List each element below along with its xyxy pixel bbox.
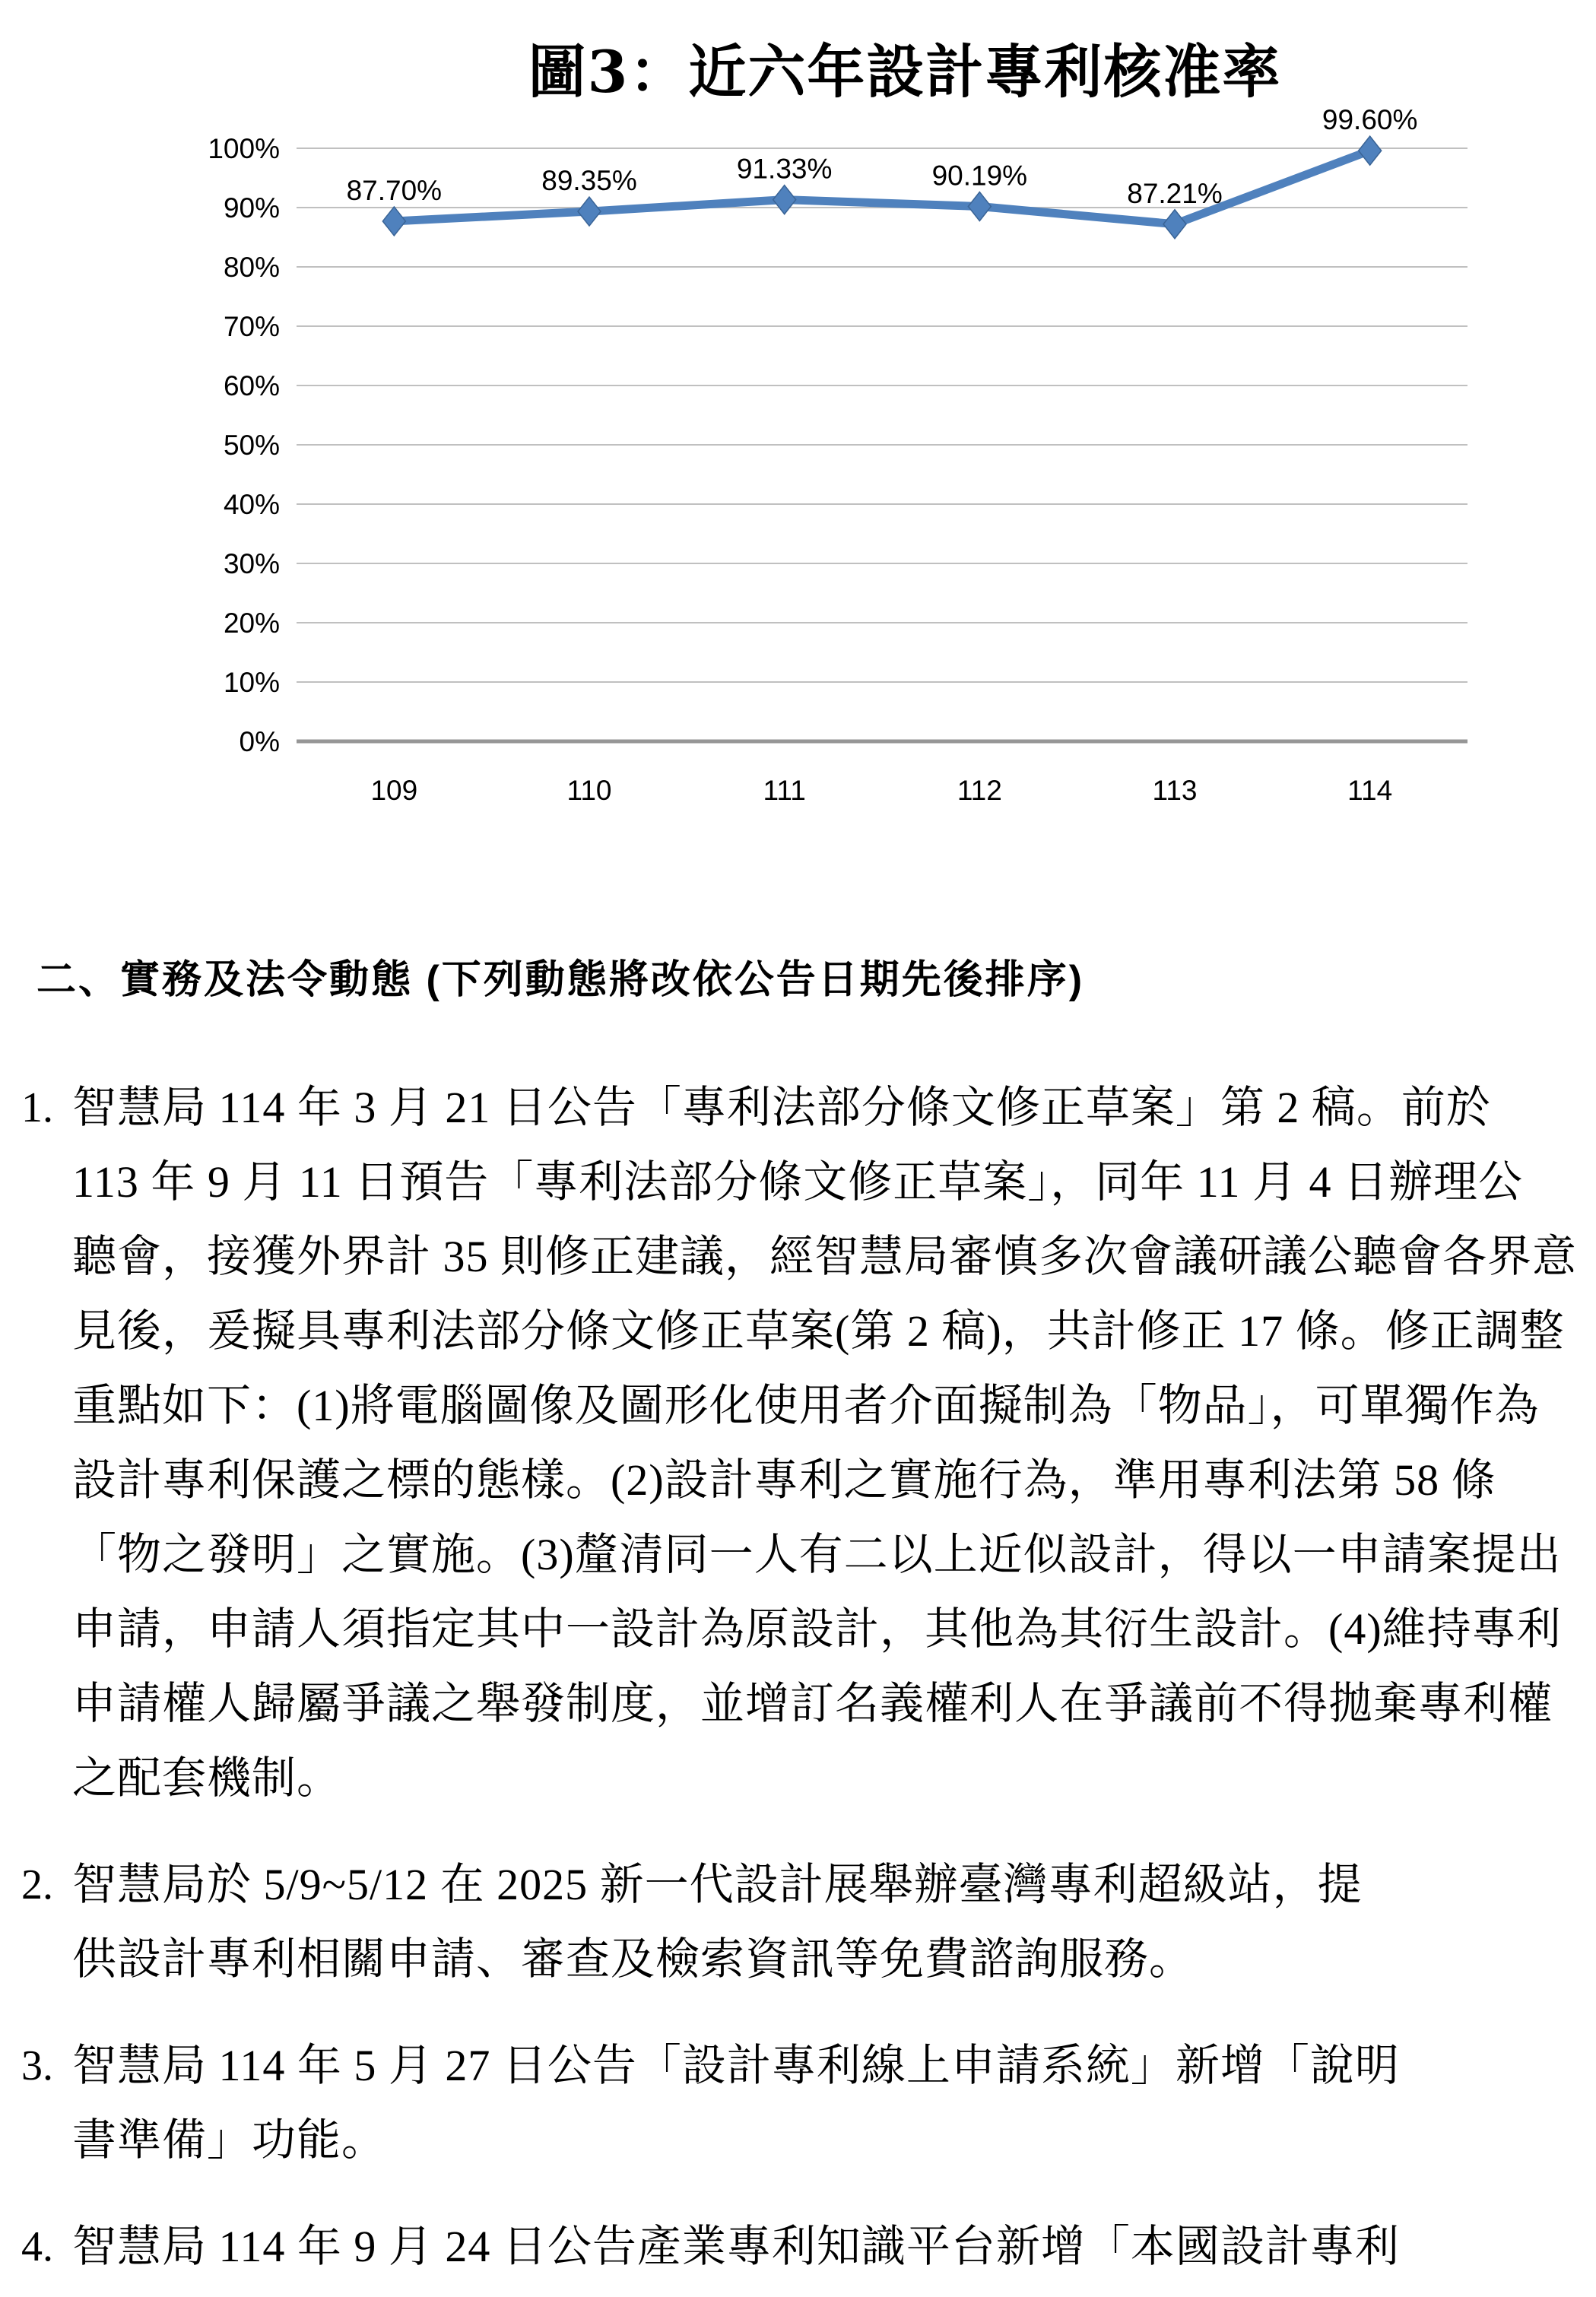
text-line: 設計專利保護之標的態樣。(2)設計專利之實施行為，準用專利法第 58 條 <box>72 1455 1496 1505</box>
y-axis-tick-label: 10% <box>223 667 280 698</box>
data-point-marker <box>968 192 991 221</box>
data-point-marker <box>1163 210 1186 239</box>
chart-title: 圖3：近六年設計專利核准率 <box>528 38 1282 106</box>
y-axis-tick-label: 0% <box>239 726 280 757</box>
text-line: 之配套機制。 <box>72 1753 342 1803</box>
x-axis-tick-label: 111 <box>763 775 806 806</box>
text-line: 113 年 9 月 11 日預告「專利法部分條文修正草案」，同年 11 月 4 日辦理公 <box>72 1157 1524 1207</box>
text-line: 書準備」功能。 <box>72 2115 387 2165</box>
x-axis-tick-label: 113 <box>1152 775 1198 806</box>
y-axis-tick-label: 50% <box>223 430 280 461</box>
data-point-label: 99.60% <box>1322 104 1418 136</box>
data-point-label: 89.35% <box>541 165 637 197</box>
text-line: 智慧局於 5/9~5/12 在 2025 新一代設計展舉辦臺灣專利超級站，提 <box>72 1860 1363 1909</box>
list-item-number: 2. <box>21 1861 53 1908</box>
data-point-label: 87.70% <box>346 174 443 206</box>
text-line: 智慧局 114 年 3 月 21 日公告「專利法部分條文修正草案」第 2 稿。前於 <box>72 1083 1491 1132</box>
approval-rate-line-chart <box>0 0 1596 874</box>
news-list <box>21 1071 1596 2284</box>
y-axis-tick-label: 80% <box>223 252 280 283</box>
figure3-chart <box>0 0 1596 874</box>
data-point-label: 90.19% <box>931 160 1028 192</box>
text-line: 供設計專利相關申請、審查及檢索資訊等免費諮詢服務。 <box>72 1934 1195 1984</box>
y-axis-tick-label: 40% <box>223 489 280 520</box>
list-item <box>21 2029 1596 2178</box>
data-point-label: 87.21% <box>1127 177 1223 209</box>
list-item-number: 3. <box>21 2042 53 2089</box>
x-axis-tick-label: 114 <box>1347 775 1393 806</box>
text-line: 「物之發明」之實施。(3)釐清同一人有二以上近似設計，得以一申請案提出 <box>72 1530 1562 1579</box>
section-heading: 二、實務及法令動態 (下列動態將改依公告日期先後排序) <box>36 958 1085 1002</box>
text-line: 見後，爰擬具專利法部分條文修正草案(第 2 稿)，共計修正 17 條。修正調整 <box>72 1306 1565 1356</box>
x-axis-tick-label: 112 <box>957 775 1002 806</box>
y-axis-tick-label: 60% <box>223 370 280 401</box>
text-line: 智慧局 114 年 5 月 27 日公告「設計專利線上申請系統」新增「說明 <box>72 2041 1400 2090</box>
data-point-marker <box>382 207 405 236</box>
data-point-marker <box>773 186 796 214</box>
list-item-number: 1. <box>21 1084 53 1131</box>
text-line: 智慧局 114 年 9 月 24 日公告產業專利知識平台新增「本國設計專利 <box>72 2222 1400 2271</box>
y-axis-tick-label: 30% <box>223 548 280 579</box>
y-axis-tick-label: 20% <box>223 608 280 639</box>
list-item <box>21 1848 1596 1997</box>
text-line: 申請，申請人須指定其中一設計為原設計，其他為其衍生設計。(4)維持專利 <box>72 1604 1562 1654</box>
data-point-marker <box>578 197 601 226</box>
data-point-label: 91.33% <box>736 153 833 185</box>
list-item <box>21 2210 1596 2284</box>
y-axis-tick-label: 70% <box>223 311 280 342</box>
data-point-marker <box>1359 136 1382 165</box>
y-axis-tick-label: 90% <box>223 192 280 224</box>
text-line: 重點如下：(1)將電腦圖像及圖形化使用者介面擬制為「物品」，可單獨作為 <box>72 1381 1540 1430</box>
y-axis-tick-label: 100% <box>208 133 280 164</box>
list-item-number: 4. <box>21 2223 53 2270</box>
x-axis-tick-label: 109 <box>370 775 418 806</box>
text-line: 聽會，接獲外界計 35 則修正建議，經智慧局審慎多次會議研議公聽會各界意 <box>72 1232 1578 1281</box>
series-line <box>394 151 1369 224</box>
x-axis-tick-label: 110 <box>566 775 612 806</box>
list-item <box>21 1071 1596 1816</box>
text-line: 申請權人歸屬爭議之舉發制度，並增訂名義權利人在爭議前不得拋棄專利權 <box>72 1679 1553 1728</box>
